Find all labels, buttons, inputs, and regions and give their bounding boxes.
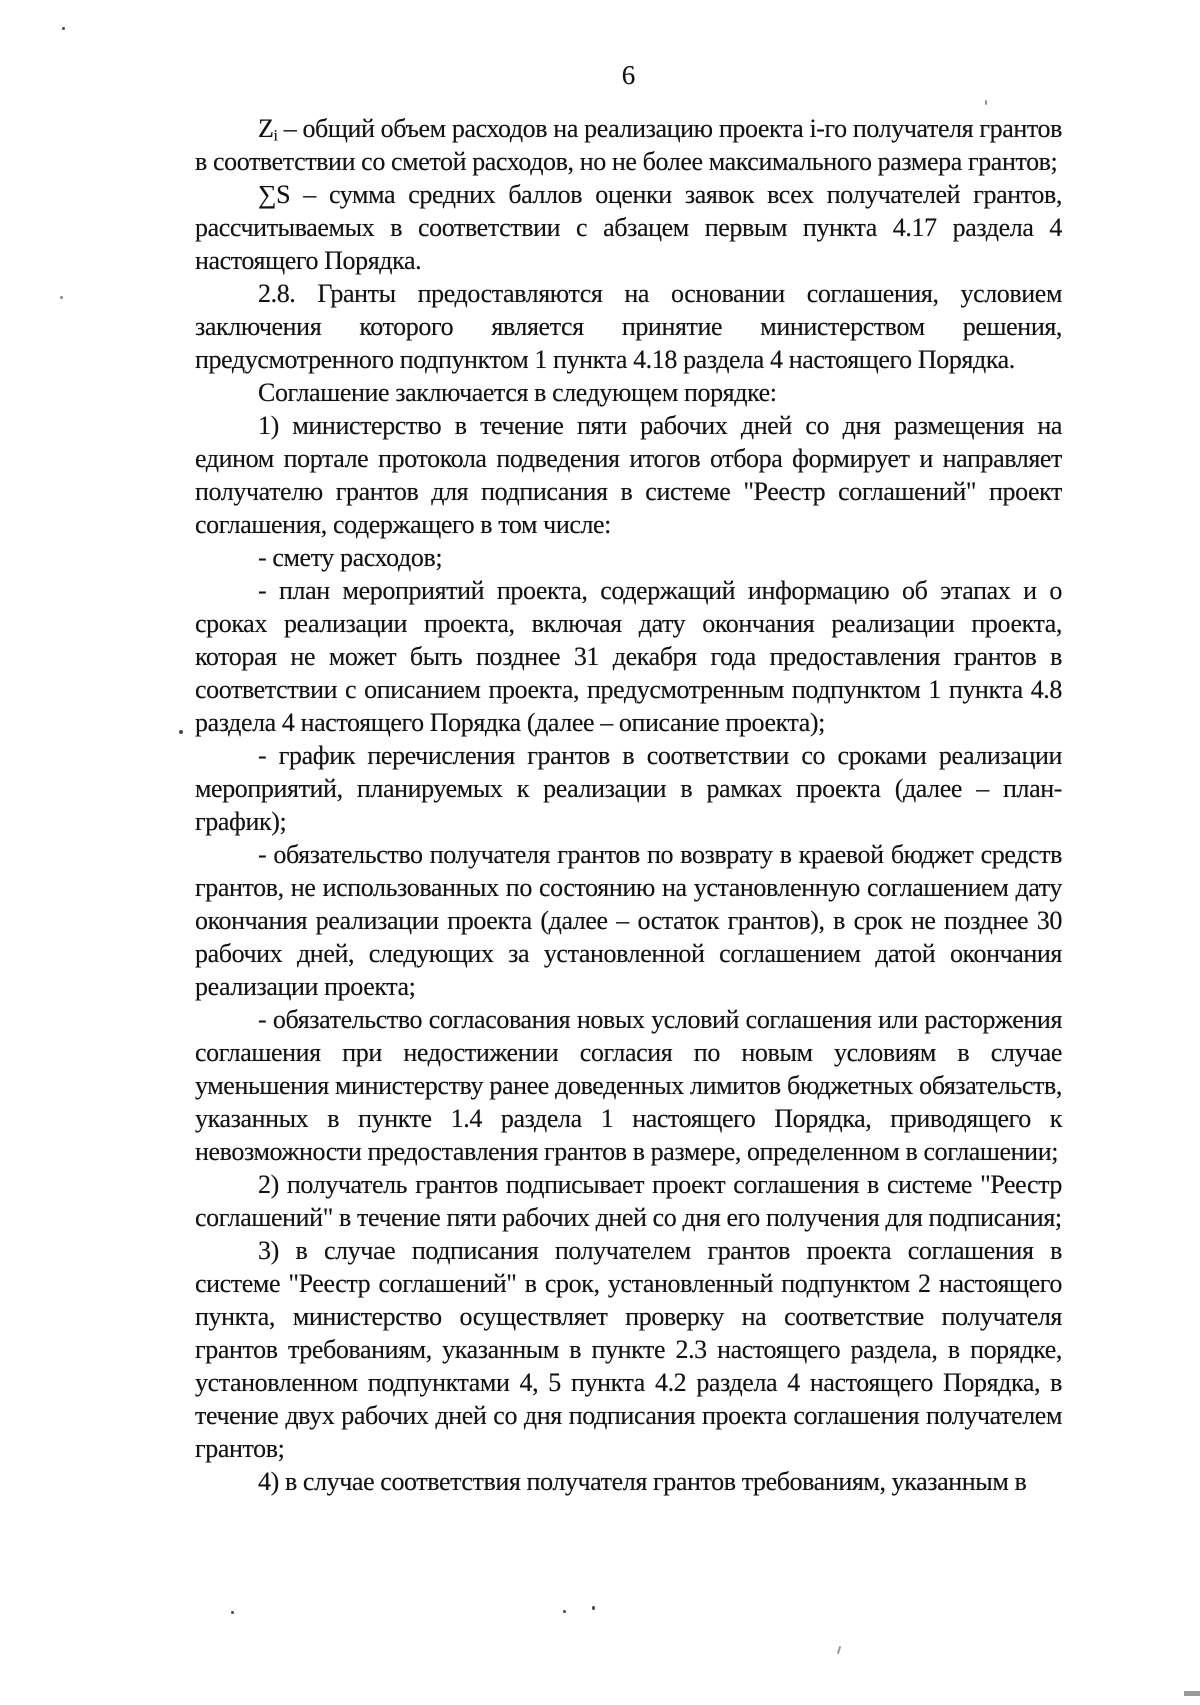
- scan-artifact: [231, 1611, 234, 1614]
- para-dash-expense-estimate: - смету расходов;: [258, 543, 443, 572]
- para-item-4-compliance: 4) в случае соответствия получателя грантов требованиям, указанным в: [258, 1467, 1027, 1496]
- zi-subscript: i: [273, 127, 278, 145]
- para-item-2-recipient-signs: 2) получатель грантов подписывает проект соглашения в системе "Реестр соглашений" в течение пяти рабочих дней со дня его получения для подписания;: [195, 1170, 1062, 1232]
- scan-artifact: [837, 1646, 841, 1654]
- document-body: [195, 112, 1062, 1498]
- para-dash-transfer-schedule: - график перечисления грантов в соответствии со сроками реализации мероприятий, планируемых к реализации в рамках проекта (далее – план-график);: [195, 741, 1062, 836]
- scan-artifact: [60, 296, 63, 299]
- para-def-zi: [195, 112, 1062, 178]
- para-dash-new-terms-obligation: - обязательство согласования новых условий соглашения или расторжения соглашения при недостижении согласия по новым условиям в случае уменьшения министерству ранее доведенных лимитов бюджетных обязательств, указанных в пункте 1.4 раздела 1 настоящего Порядка, приводящего к невозможности предоставления грантов в размере, определенном в соглашении;: [195, 1005, 1062, 1166]
- zi-symbol: Z: [258, 114, 274, 143]
- scan-artifact: [62, 27, 65, 30]
- scan-artifact: [179, 730, 183, 734]
- para-item-1-ministry-sends-draft: 1) министерство в течение пяти рабочих дней со дня размещения на едином портале протокола подведения итогов отбора формирует и направляет получателю грантов для подписания в системе "Реестр соглашений" проект соглашения, содержащего в том числе:: [195, 411, 1062, 539]
- para-agreement-procedure-intro: Соглашение заключается в следующем порядке:: [258, 378, 777, 407]
- para-dash-project-plan: - план мероприятий проекта, содержащий информацию об этапах и о сроках реализации проекта, включая дату окончания реализации проекта, которая не может быть позднее 31 декабря года предоставления грантов в соответствии с описанием проекта, предусмотренным подпунктом 1 пункта 4.8 раздела 4 настоящего Порядка (далее – описание проекта);: [195, 576, 1062, 737]
- scan-artifact: [592, 1606, 595, 1610]
- para-def-zi-text: – общий объем расходов на реализацию проекта i-го получателя грантов в соответствии со сметой расходов, но не более максимального размера грантов;: [195, 114, 1062, 176]
- page-number: 6: [621, 60, 636, 90]
- para-2-8: 2.8. Гранты предоставляются на основании соглашения, условием заключения которого является принятие министерством решения, предусмотренного подпунктом 1 пункта 4.18 раздела 4 настоящего Порядка.: [195, 279, 1062, 374]
- scan-artifact: [563, 1610, 566, 1613]
- scan-artifact: [985, 100, 987, 105]
- scan-artifact: [1184, 1691, 1200, 1696]
- para-item-3-ministry-check: 3) в случае подписания получателем грантов проекта соглашения в системе "Реестр соглашений" в срок, установленный подпунктом 2 настоящего пункта, министерство осуществляет проверку на соответствие получателя грантов требованиям, указанным в пункте 2.3 настоящего раздела, в порядке, установленном подпунктами 4, 5 пункта 4.2 раздела 4 настоящего Порядка, в течение двух рабочих дней со дня подписания проекта соглашения получателем грантов;: [195, 1236, 1062, 1463]
- para-dash-return-obligation: - обязательство получателя грантов по возврату в краевой бюджет средств грантов, не использованных по состоянию на установленную соглашением дату окончания реализации проекта (далее – остаток грантов), в срок не позднее 30 рабочих дней, следующих за установленной соглашением датой окончания реализации проекта;: [195, 840, 1062, 1001]
- para-def-sum-s: ∑S – сумма средних баллов оценки заявок всех получателей грантов, рассчитываемых в соответствии с абзацем первым пункта 4.17 раздела 4 настоящего Порядка.: [195, 180, 1062, 275]
